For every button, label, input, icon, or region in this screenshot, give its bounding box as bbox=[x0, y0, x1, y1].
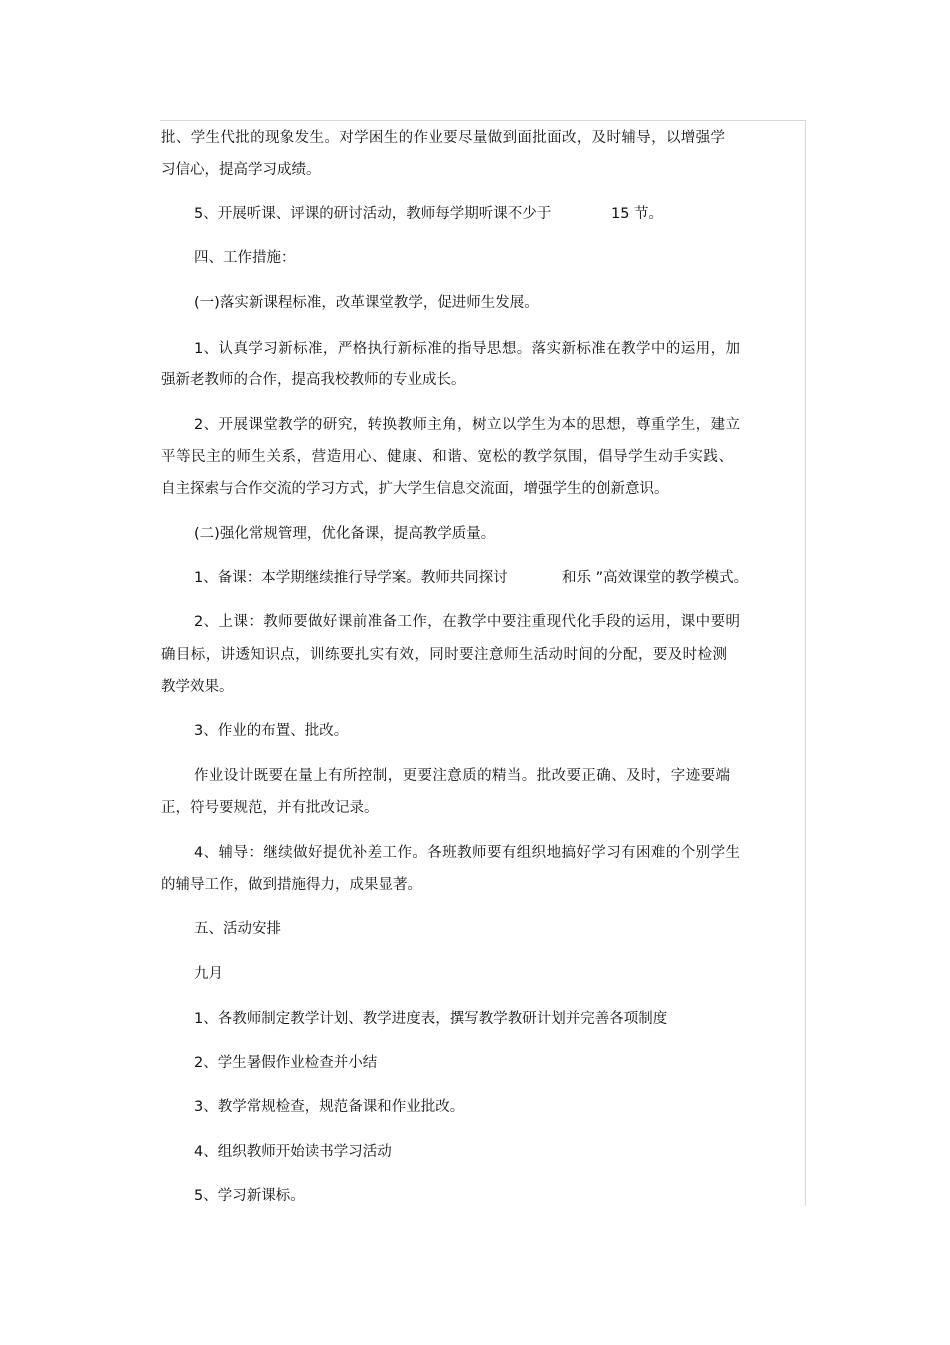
paragraph-line: 和乐 ”高效课堂的教学模式。 bbox=[562, 570, 749, 586]
list-item: 5、学习新课标。 bbox=[194, 1188, 305, 1204]
month-heading: 九月 bbox=[194, 966, 223, 982]
paragraph-line: 强新老教师的合作，提高我校教师的专业成长。 bbox=[161, 372, 466, 388]
subsection-heading: (二)强化常规管理，优化备课，提高教学质量。 bbox=[194, 526, 496, 542]
paragraph-line: 确目标，讲透知识点，训练要扎实有效，同时要注意师生活动时间的分配，要及时检测 bbox=[161, 647, 727, 663]
paragraph-line: 平等民主的师生关系，营造用心、健康、和谐、宽松的教学氛围，倡导学生动手实践、 bbox=[161, 449, 733, 465]
paragraph-line: 的辅导工作，做到措施得力，成果显著。 bbox=[161, 877, 422, 893]
subsection-heading: (一)落实新课程标准，改革课堂教学，促进师生发展。 bbox=[194, 295, 539, 311]
paragraph-line: 1、备课：本学期继续推行导学案。教师共同探讨 bbox=[194, 570, 508, 586]
paragraph-line: 批、学生代批的现象发生。对学困生的作业要尽量做到面批面改，及时辅导，以增强学 bbox=[161, 130, 725, 146]
paragraph-line: 作业设计既要在量上有所控制，更要注意质的精当。批改要正确、及时，字迹要端 bbox=[194, 768, 730, 784]
paragraph-line: 15 节。 bbox=[611, 206, 664, 222]
paragraph-line: 1、认真学习新标准，严格执行新标准的指导思想。落实新标准在教学中的运用，加 bbox=[194, 341, 740, 357]
paragraph-line: 教学效果。 bbox=[161, 679, 234, 695]
paragraph-line: 4、辅导：继续做好提优补差工作。各班教师要有组织地搞好学习有困难的个别学生 bbox=[194, 845, 740, 861]
section-heading: 四、工作措施： bbox=[194, 250, 296, 266]
section-heading: 五、活动安排 bbox=[194, 921, 281, 937]
paragraph-line: 自主探索与合作交流的学习方式，扩大学生信息交流面，增强学生的创新意识。 bbox=[161, 481, 669, 497]
list-item: 2、学生暑假作业检查并小结 bbox=[194, 1055, 378, 1071]
paragraph-line: 5、开展听课、评课的研讨活动，教师每学期听课不少于 bbox=[194, 206, 552, 222]
paragraph-line: 习信心，提高学习成绩。 bbox=[161, 162, 321, 178]
list-item: 3、教学常规检查，规范备课和作业批改。 bbox=[194, 1099, 465, 1115]
list-item: 4、组织教师开始读书学习活动 bbox=[194, 1144, 392, 1160]
list-item: 1、各教师制定教学计划、教学进度表，撰写教学教研计划并完善各项制度 bbox=[194, 1011, 668, 1027]
paragraph-line: 2、上课：教师要做好课前准备工作，在教学中要注重现代化手段的运用，课中要明 bbox=[194, 614, 740, 630]
paragraph-line: 正，符号要规范，并有批改记录。 bbox=[161, 800, 379, 816]
paragraph-line: 2、开展课堂教学的研究，转换教师主角，树立以学生为本的思想，尊重学生，建立 bbox=[194, 417, 740, 433]
paragraph-line: 3、作业的布置、批改。 bbox=[194, 723, 349, 739]
